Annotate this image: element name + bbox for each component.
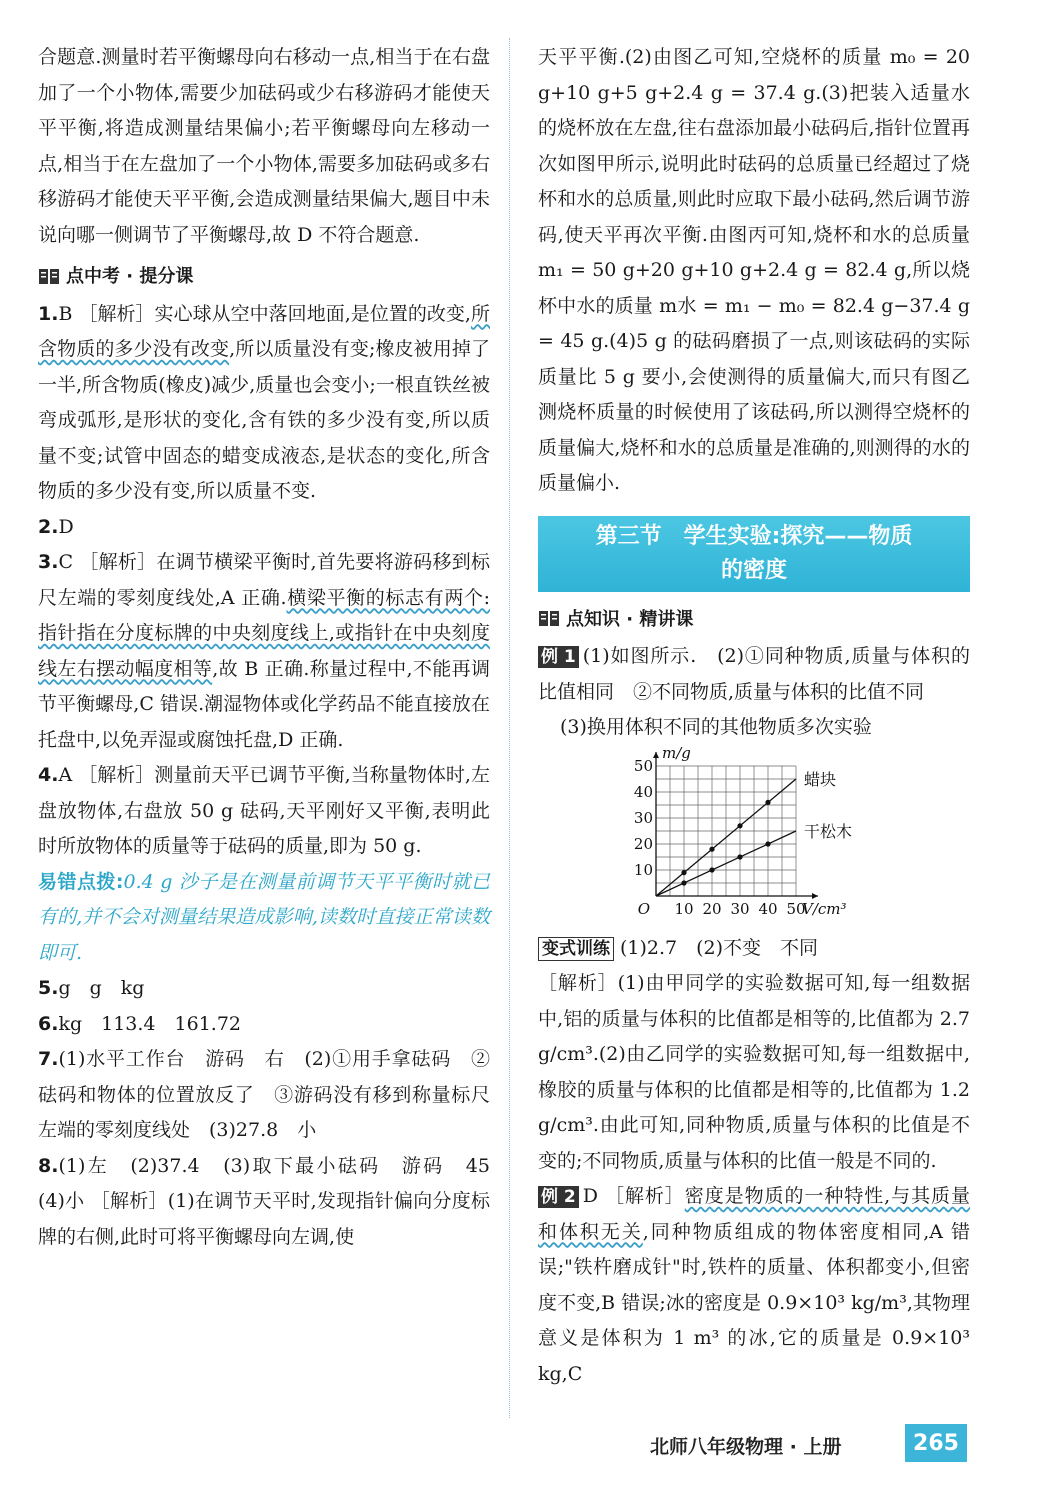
underlined-key-point: 横梁平衡的标志有两个:指针指在分度标牌的中央刻度线上,或指针在中央刻度线左右摆动幅度相等 xyxy=(38,586,491,680)
section-title: 点知识 · 精讲课 xyxy=(566,608,694,630)
answer-4: 4.A ［解析］测量前天平已调节平衡,当称量物体时,左盘放物体,右盘放 50 g 砝码,天平刚好又平衡,表明此时所放物体的质量等于砝码的质量,即为 50 g. xyxy=(38,764,490,857)
variant-explanation: ［解析］(1)由甲同学的实验数据可知,每一组数据中,铝的质量与体积的比值都是相等的,比值都为 2.7 g/cm³.(2)由乙同学的实验数据可知,每一组数据中,橡胶的质量与体积的比值都是相等的,比值都为 1.2 g/cm³.由此可知,同种物质,质量与体积的比值是不变的;不同物质,质量与体积的比值一般是不同的. xyxy=(538,972,970,1172)
example-1-part3: (3)换用体积不同的其他物质多次实验 xyxy=(560,716,872,738)
variant-tag: 变式训练 xyxy=(538,937,614,961)
data-point xyxy=(737,854,742,859)
answer-number: 1. xyxy=(38,302,59,325)
underlined-key-point: 所含物质的多少没有改变 xyxy=(38,302,490,360)
answer-number: 5. xyxy=(38,977,59,999)
data-point xyxy=(765,841,770,846)
data-point xyxy=(681,870,686,875)
chapter-banner xyxy=(538,516,970,592)
data-point xyxy=(709,846,714,851)
answer-8: 8.(1)左 (2)37.4 (3)取下最小砝码 游码 45 (4)小 ［解析］(1)在调节天平时,发现指针偏向分度标牌的右侧,此时可将平衡螺母向左调,使 xyxy=(38,1154,510,1248)
example-1: 例 1 (1)如图所示. (2)①同种物质,质量与体积的比值相同 ②不同物质,质量与体积的比值不同 xyxy=(538,645,970,703)
banner-title-line1: 第三节 学生实验:探究——物质 xyxy=(595,523,913,549)
page-number: 265 xyxy=(905,1424,967,1462)
book-footer: 北师八年级物理 · 上册 xyxy=(650,1436,842,1458)
y-tick-label: 30 xyxy=(634,808,653,827)
answer-3: 3.C ［解析］在调节横梁平衡时,首先要将游码移到标尺左端的零刻度线处,A 正确.横梁平衡的标志有两个:指针指在分度标牌的中央刻度线上,或指针在中央刻度线左右摆动幅度相等,故 B 正确.称量过程中,不能再调节平衡螺母,C 错误.潮湿物体或化学药品不能直接放在托盘中,以免弄湿或腐蚀托盘,D 正确. xyxy=(38,551,491,751)
answer-5: 5.g g kg xyxy=(38,977,145,999)
left-column xyxy=(38,40,510,1255)
y-tick-label: 10 xyxy=(634,860,653,879)
y-axis-label: m/g xyxy=(662,745,691,762)
answer-2: 2.D xyxy=(38,515,74,538)
variant-training: 变式训练 (1)2.7 (2)不变 不同 xyxy=(538,931,970,967)
error-tip: 易错点拨:0.4 g 沙子是在测量前调节天平平衡时就已有的,并不会对测量结果造成影响,读数时直接正常读数即可. xyxy=(38,870,490,964)
column-divider xyxy=(509,38,510,1418)
answer-number: 2. xyxy=(38,515,59,538)
answer-number: 4. xyxy=(38,764,59,786)
answer-8-continued: 天平平衡.(2)由图乙可知,空烧杯的质量 m₀ = 20 g+10 g+5 g+2.4 g = 37.4 g.(3)把装入适量水的烧杯放在左盘,往右盘添加最小砝码后,指针位置再次如图甲所示,说明此时砝码的总质量已经超过了烧杯和水的总质量,则此时应取下最小砝码,然后调节游码,使天平再次平衡.由图丙可知,烧杯和水的总质量 m₁ = 50 g+20 g+10 g+2.4 g = 82.4 g,所以烧杯中水的质量 m水 = m₁ − m₀ = 82.4 g−37.4 g = 45 g.(4)5 g 的砝码磨损了一点,则该砝码的实际质量比 5 g 要小,会使测得的质量偏大,而只有图乙测烧杯质量的时候使用了该砝码,所以测得空烧杯的质量偏大,烧杯和水的总质量是准确的,则测得的水的质量偏小. xyxy=(538,46,970,494)
data-point xyxy=(765,799,770,804)
book-icon xyxy=(538,609,560,629)
x-tick-label: 10 xyxy=(674,899,694,918)
x-tick-label: 30 xyxy=(730,899,750,918)
x-tick-label: 50 xyxy=(786,899,806,918)
answer-number: 7. xyxy=(38,1048,59,1070)
section-header-zhongkao xyxy=(38,259,490,295)
x-tick-label: 20 xyxy=(702,899,722,918)
chart-svg xyxy=(634,746,894,931)
series-label: 蜡块 xyxy=(804,769,837,789)
right-column xyxy=(538,40,970,1392)
x-axis-arrow xyxy=(812,893,818,899)
data-point xyxy=(681,880,686,885)
answer-1: 1.B ［解析］实心球从空中落回地面,是位置的改变,所含物质的多少没有改变,所以质量没有变;橡皮被用掉了一半,所含物质(橡皮)减少,质量也会变小;一根直铁丝被弯成弧形,是形状的变化,含有铁的多少没有变,所以质量不变;试管中固态的蜡变成液态,是状态的变化,所含物质的多少没有变,所以质量不变. xyxy=(38,302,490,502)
y-tick-label: 40 xyxy=(634,782,653,801)
section-header-knowledge xyxy=(538,602,970,638)
banner-title-line2: 的密度 xyxy=(720,557,787,583)
underlined-key-point: 密度是物质的一种特性,与其质量和体积无关 xyxy=(538,1185,970,1243)
intro-paragraph: 合题意.测量时若平衡螺母向右移动一点,相当于在右盘加了一个小物体,需要少加砝码或少右移游码才能使天平平衡,将造成测量结果偏小;若平衡螺母向左移动一点,相当于在左盘加了一个小物体,需要多加砝码或多右移游码才能使天平平衡,会造成测量结果偏大,题目中未说向哪一侧调节了平衡螺母,故 D 不符合题意. xyxy=(38,46,490,246)
data-point xyxy=(709,867,714,872)
data-point xyxy=(737,823,742,828)
answer-number: 3. xyxy=(38,551,59,573)
example-tag: 例 1 xyxy=(538,646,579,668)
tip-label: 易错点拨: xyxy=(38,870,124,893)
y-tick-label: 20 xyxy=(634,834,653,853)
mass-volume-chart xyxy=(538,746,970,931)
example-tag: 例 2 xyxy=(538,1186,579,1208)
series-label: 干松木 xyxy=(804,821,853,841)
origin-label: O xyxy=(637,899,650,918)
book-icon xyxy=(38,267,60,287)
example-2: 例 2 D ［解析］密度是物质的一种特性,与其质量和体积无关,同种物质组成的物体密度相同,A 错误;"铁杵磨成针"时,铁杵的质量、体积都变小,但密度不变,B 错误;冰的密度是 0.9×10³ kg/m³,其物理意义是体积为 1 m³ 的冰,它的质量是 0.9×10³ kg,C xyxy=(538,1185,970,1385)
x-tick-label: 40 xyxy=(758,899,778,918)
answer-number: 8. xyxy=(38,1154,59,1177)
x-axis-label: V/cm³ xyxy=(802,899,847,918)
y-axis-arrow xyxy=(653,752,659,758)
section-title: 点中考 · 提分课 xyxy=(66,266,194,287)
answer-number: 6. xyxy=(38,1012,59,1035)
answer-6: 6.kg 113.4 161.72 xyxy=(38,1012,242,1035)
answer-7: 7.(1)水平工作台 游码 右 (2)①用手拿砝码 ②砝码和物体的位置放反了 ③游码没有移到称量标尺左端的零刻度线处 (3)27.8 小 xyxy=(38,1048,490,1141)
y-tick-label: 50 xyxy=(634,756,653,775)
